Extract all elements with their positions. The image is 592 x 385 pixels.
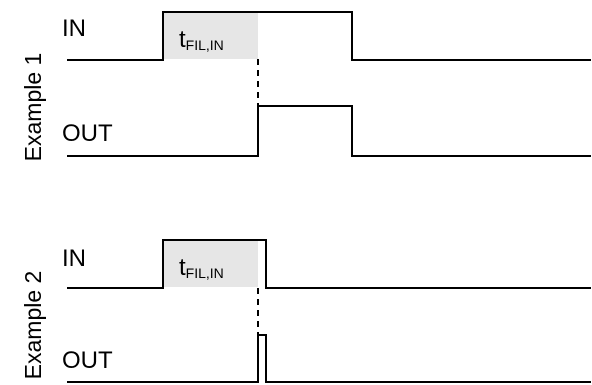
example-2-out-label: OUT [62, 347, 113, 374]
example-1-out-waveform [67, 106, 591, 156]
example-1-filter-label: tFIL,IN [179, 26, 224, 53]
example-1-in-label: IN [62, 15, 86, 42]
example-1-in-waveform [67, 12, 591, 60]
example-2-in-label: IN [62, 245, 86, 272]
example-1 [20, 12, 591, 161]
example-2-label: Example 2 [20, 270, 46, 380]
example-2-filter-label: tFIL,IN [179, 254, 224, 281]
example-2 [20, 240, 591, 382]
example-1-out-label: OUT [62, 120, 113, 147]
example-2-in-waveform [67, 240, 591, 288]
example-1-label: Example 1 [20, 52, 46, 162]
example-2-out-waveform [67, 335, 591, 382]
